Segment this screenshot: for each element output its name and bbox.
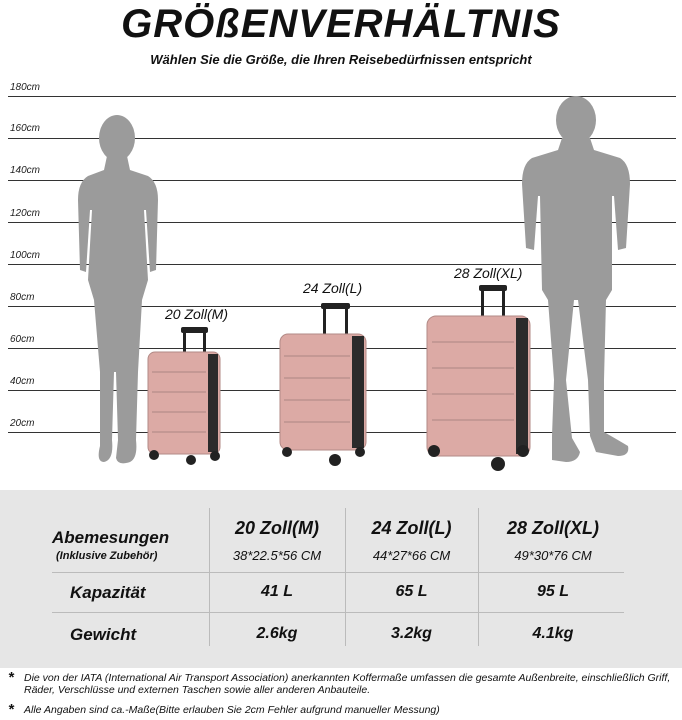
weight-m: 2.6kg [256,625,298,642]
scale-label: 160cm [10,123,41,134]
row-sublabel-dimensions: (Inklusive Zubehör) [56,550,158,562]
page-subtitle: Wählen Sie die Größe, die Ihren Reisebedürfnissen entspricht [150,52,532,67]
scale-label: 100cm [10,250,41,261]
weight-xl: 4.1kg [532,625,574,642]
suitcase-l-label: 24 Zoll(L) [303,280,363,296]
scale-label: 180cm [10,82,41,93]
page-title: GRÖßENVERHÄLTNIS [121,2,561,46]
suitcase-m-icon [148,327,220,465]
scale-label: 20cm [10,418,35,429]
asterisk-icon: * [8,669,14,686]
row-divider [52,612,624,613]
capacity-m: 41 L [260,583,293,600]
scale-label: 140cm [10,165,41,176]
footnote-approx [8,701,672,718]
row-divider [52,572,624,573]
capacity-l: 65 L [395,583,428,600]
col-header-l: 24 Zoll(L) [371,518,452,538]
dims-m: 38*22.5*56 CM [232,548,322,563]
capacity-xl: 95 L [536,583,569,600]
scale-label: 80cm [10,292,35,303]
dims-l: 44*27*66 CM [372,548,451,563]
col-header-m: 20 Zoll(M) [235,518,319,538]
dims-xl: 49*30*76 CM [514,548,592,563]
suitcase-m-label: 20 Zoll(M) [165,306,229,322]
scale-label: 60cm [10,334,35,345]
woman-silhouette-icon [78,115,158,463]
scale-label: 40cm [10,376,35,387]
suitcase-xl-icon [427,285,530,471]
row-label-dimensions: Abemesungen [52,528,170,547]
suitcase-xl-label: 28 Zoll(XL) [454,265,523,281]
weight-l: 3.2kg [391,625,432,642]
asterisk-icon: * [8,701,14,718]
scale-label: 120cm [10,208,41,219]
row-label-capacity: Kapazität [70,583,146,602]
col-header-xl: 28 Zoll(XL) [506,518,599,538]
man-silhouette-icon [522,96,630,462]
suitcase-l-icon [280,303,366,466]
row-label-weight: Gewicht [70,625,137,644]
footnote-iata-text: Die von der IATA (International Air Transport Association) anerkannten Koffermaße umfassen die gesamte Außenbreite, einschließlich Griff, Räder, Verschlüsse und externen Taschen sowie aller anderen Anbauteile. [24,672,671,696]
footnote-approx-text: Alle Angaben sind ca.-Maße(Bitte erlauben Sie 2cm Fehler aufgrund manueller Messung) [24,704,440,716]
footnote-iata [8,669,672,696]
